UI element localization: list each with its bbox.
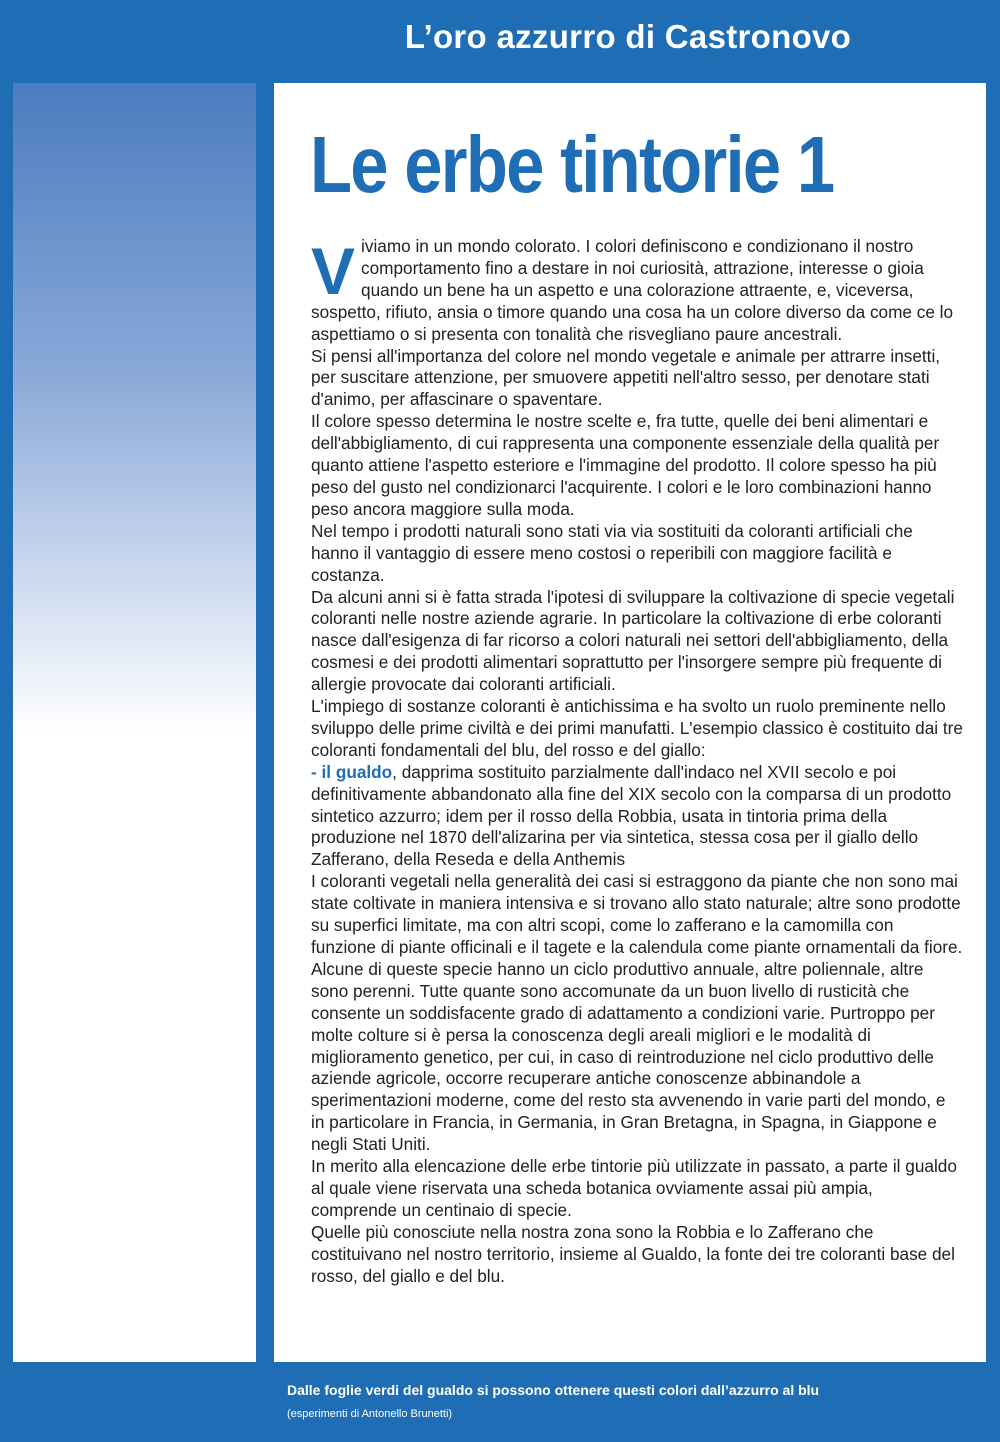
drop-cap: V [311,234,356,308]
paragraph: Il colore spesso determina le nostre scelte e, fra tutte, quelle dei beni alimentari e dell'abbigliamento, di cui rappresenta una componente essenziale della qualità per quanto attiene l'aspetto esteriore e l'immagine del prodotto. Il colore spesso ha più peso del gusto nel condizionarci l'acquirente. I colori e le loro combinazioni hanno peso ancora maggiore sulla moda. [311,411,940,519]
highlight-term: - il gualdo [311,761,393,782]
paragraph: Da alcuni anni si è fatta strada l'ipotesi di sviluppare la coltivazione di specie vegetali coloranti nelle nostre aziende agrarie. In particolare la coltivazione di erbe coloranti nasce dall'esigenza di far ricorso a colori naturali nei settori dell'abbigliamento, della cosmesi e dei prodotti alimentari soprattutto per l'insorgere sempre più frequente di allergie provocate dai coloranti artificiali. [311,586,955,695]
header-title: L’oro azzurro di Castronovo [404,18,852,55]
paragraph: I coloranti vegetali nella generalità dei casi si estraggono da piante che non sono mai state coltivate in maniera intensiva e si trovano allo stato naturale; altre sono prodotte su superfici limitate, ma con altri scopi, come lo zafferano e la camomilla con funzione di piante officinali e il tagete e la calendula come piante ornamentali da fiore. [311,871,963,957]
paragraph [311,762,963,872]
paragraph [311,236,963,346]
article-body [311,236,963,1288]
footer-band [0,1362,1000,1442]
footer-caption: Dalle foglie verdi del gualdo si possono ottenere questi colori dall’azzurro al blu [287,1382,820,1398]
page-title: Le erbe tintorie 1 [310,120,834,209]
paragraph-text: , dapprima sostituito parzialmente dall'indaco nel XVII secolo e poi definitivamente abbandonato alla fine del XIX secolo con la comparsa di un prodotto sintetico azzurro; idem per il rosso della Robbia, usata in tintoria prima della produzione nel 1870 dell'alizarina per via sintetica, stessa cosa per il giallo dello Zafferano, della Reseda e della Anthemis [311,761,952,870]
paragraph: L'impiego di sostanze coloranti è antichissima e ha svolto un ruolo preminente nello sviluppo delle prime civiltà e dei primi manufatti. L'esempio classico è costituito dai tre coloranti fondamentali del blu, del rosso e del giallo: [311,696,963,760]
left-gradient-panel [13,83,256,733]
paragraph: Nel tempo i prodotti naturali sono stati via via sostituiti da coloranti artificiali che hanno il vantaggio di essere meno costosi o reperibili con maggiore facilità e costanza. [311,520,913,585]
paragraph-text: iviamo in un mondo colorato. I colori definiscono e condizionano il nostro comportamento fino a destare in noi curiosità, attrazione, interesse o gioia quando un bene ha un aspetto e una colorazione attraente, e, viceversa, sospetto, rifiuto, ansia o timore quando una cosa ha un colore diverso da come ce lo aspettiamo o si presenta con tonalità che risvegliano paure ancestrali. [311,236,954,344]
column-divider [256,83,274,1362]
paragraph: Alcune di queste specie hanno un ciclo produttivo annuale, altre poliennale, altre sono perenni. Tutte quante sono accomunate da un buon livello di rusticità che consente un soddisfacente grado di adattamento a condizioni varie. Purtroppo per molte colture si è persa la conoscenza degli areali migliori e le modalità di miglioramento genetico, per cui, in caso di reintroduzione nel ciclo produttivo delle aziende agricole, occorre recuperare antiche conoscenze abbinandole a sperimentazioni moderne, come del resto sta avvenendo in varie parti del mondo, e in particolare in Francia, in Germania, in Gran Bretagna, in Spagna, in Giappone e negli Stati Uniti. [311,958,946,1155]
paragraph: Si pensi all'importanza del colore nel mondo vegetale e animale per attrarre insetti, per suscitare attenzione, per smuovere appetiti nell'altro sesso, per denotare stati d'animo, per affascinare o spaventare. [311,345,941,410]
paragraph: In merito alla elencazione delle erbe tintorie più utilizzate in passato, a parte il gualdo al quale viene riservata una scheda botanica ovviamente assai più ampia, comprende un centinaio di specie. [311,1156,957,1220]
footer-credit: (esperimenti di Antonello Brunetti) [287,1408,453,1420]
paragraph: Quelle più conosciute nella nostra zona sono la Robbia e lo Zafferano che costituivano nel nostro territorio, insieme al Gualdo, la fonte dei tre coloranti base del rosso, del giallo e del blu. [311,1221,955,1286]
left-image-panel [13,733,256,1362]
right-border-strip [986,0,1000,1442]
